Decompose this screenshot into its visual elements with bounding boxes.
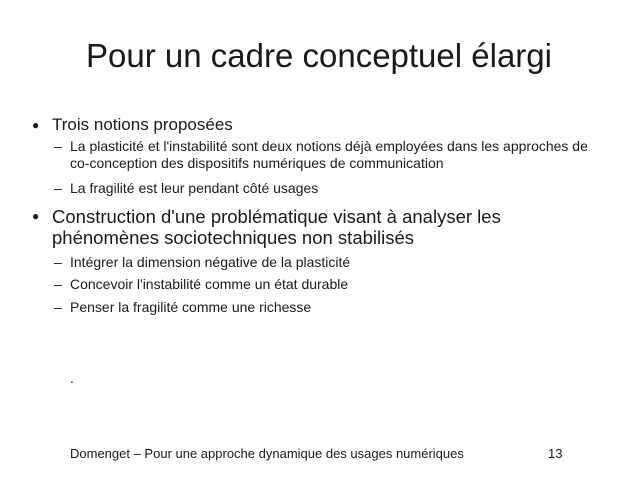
subitem-text: Intégrer la dimension négative de la plasticité <box>70 254 351 270</box>
bullet-text: Trois notions proposées <box>52 115 233 134</box>
dash-icon: – <box>54 180 62 196</box>
bullet-text: Construction d'une problématique visant à analyser les phénomènes sociotechniques non stabilisés <box>52 206 501 248</box>
dash-icon: – <box>54 276 62 292</box>
dash-icon: – <box>54 138 62 154</box>
subitem-2-3 <box>54 299 610 316</box>
bullet-item-2 <box>32 206 612 248</box>
bullet-icon: ● <box>32 209 40 223</box>
subitem-1-1 <box>54 138 610 172</box>
slide-title: Pour un cadre conceptuel élargi <box>86 37 552 74</box>
dash-icon: – <box>54 299 62 315</box>
subitem-text: Penser la fragilité comme une richesse <box>70 299 312 315</box>
subitem-text: Concevoir l'instabilité comme un état durable <box>70 276 349 292</box>
subitem-text: La fragilité est leur pendant côté usages <box>70 180 319 196</box>
footer-text: Domenget – Pour une approche dynamique des usages numériques <box>70 446 464 461</box>
subitem-text: La plasticité et l'instabilité sont deux notions déjà employées dans les approches de co-conception des dispositifs numériques de communication <box>70 138 588 171</box>
trailing-mark: . <box>70 370 74 386</box>
subitem-1-2 <box>54 180 610 197</box>
dash-icon: – <box>54 254 62 270</box>
bullet-item-1 <box>32 115 612 135</box>
subitem-2-1 <box>54 254 610 271</box>
bullet-icon: ● <box>32 118 40 132</box>
subitem-2-2 <box>54 276 610 293</box>
page-number: 13 <box>548 446 563 461</box>
